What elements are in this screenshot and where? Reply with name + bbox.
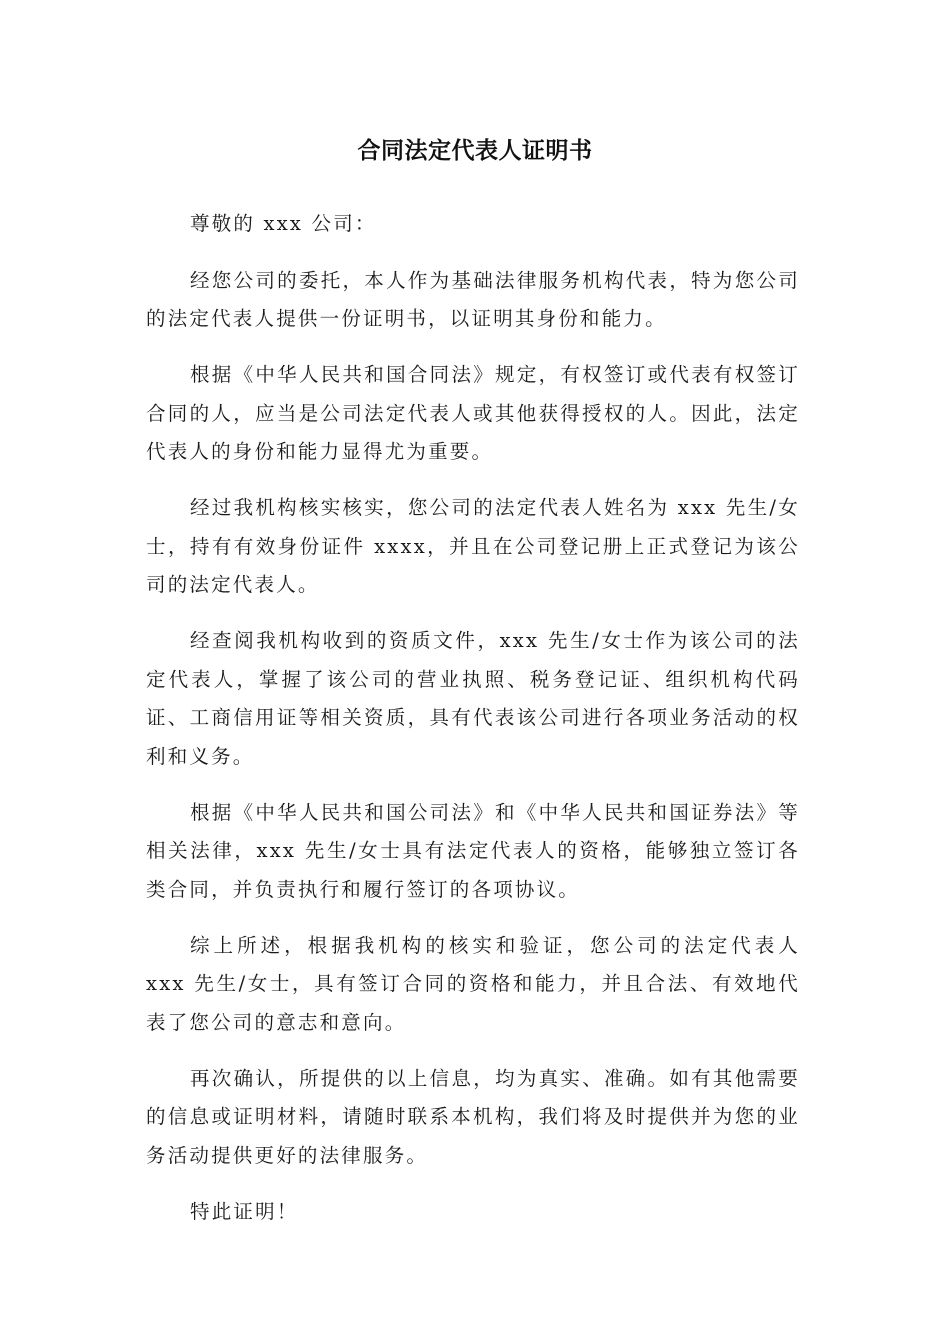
paragraph-qualifications: 经查阅我机构收到的资质文件，xxx 先生/女士作为该公司的法定代表人，掌握了该公司的营业执照、税务登记证、组织机构代码证、工商信用证等相关资质，具有代表该公司进行各项业务活动的权利和义务。 [146, 629, 800, 768]
paragraph-entrustment: 经您公司的委托，本人作为基础法律服务机构代表，特为您公司的法定代表人提供一份证明书，以证明其身份和能力。 [146, 268, 800, 330]
document-body [146, 205, 800, 1249]
paragraph-contract-law: 根据《中华人民共和国合同法》规定，有权签订或代表有权签订合同的人，应当是公司法定代表人或其他获得授权的人。因此，法定代表人的身份和能力显得尤为重要。 [146, 363, 800, 463]
document-title: 合同法定代表人证明书 [357, 138, 593, 164]
paragraph-verification: 经过我机构核实核实，您公司的法定代表人姓名为 xxx 先生/女士，持有有效身份证件 xxxx，并且在公司登记册上正式登记为该公司的法定代表人。 [146, 496, 800, 596]
paragraph-conclusion: 综上所述，根据我机构的核实和验证，您公司的法定代表人 xxx 先生/女士，具有签订合同的资格和能力，并且合法、有效地代表了您公司的意志和意向。 [146, 933, 800, 1034]
paragraph-legal-basis: 根据《中华人民共和国公司法》和《中华人民共和国证券法》等相关法律，xxx 先生/女士具有法定代表人的资格，能够独立签订各类合同，并负责执行和履行签订的各项协议。 [146, 800, 800, 901]
paragraph-confirmation: 再次确认，所提供的以上信息，均为真实、准确。如有其他需要的信息或证明材料，请随时联系本机构，我们将及时提供并为您的业务活动提供更好的法律服务。 [146, 1066, 800, 1167]
salutation: 尊敬的 xxx 公司： [190, 212, 377, 235]
closing-statement: 特此证明！ [190, 1199, 299, 1223]
